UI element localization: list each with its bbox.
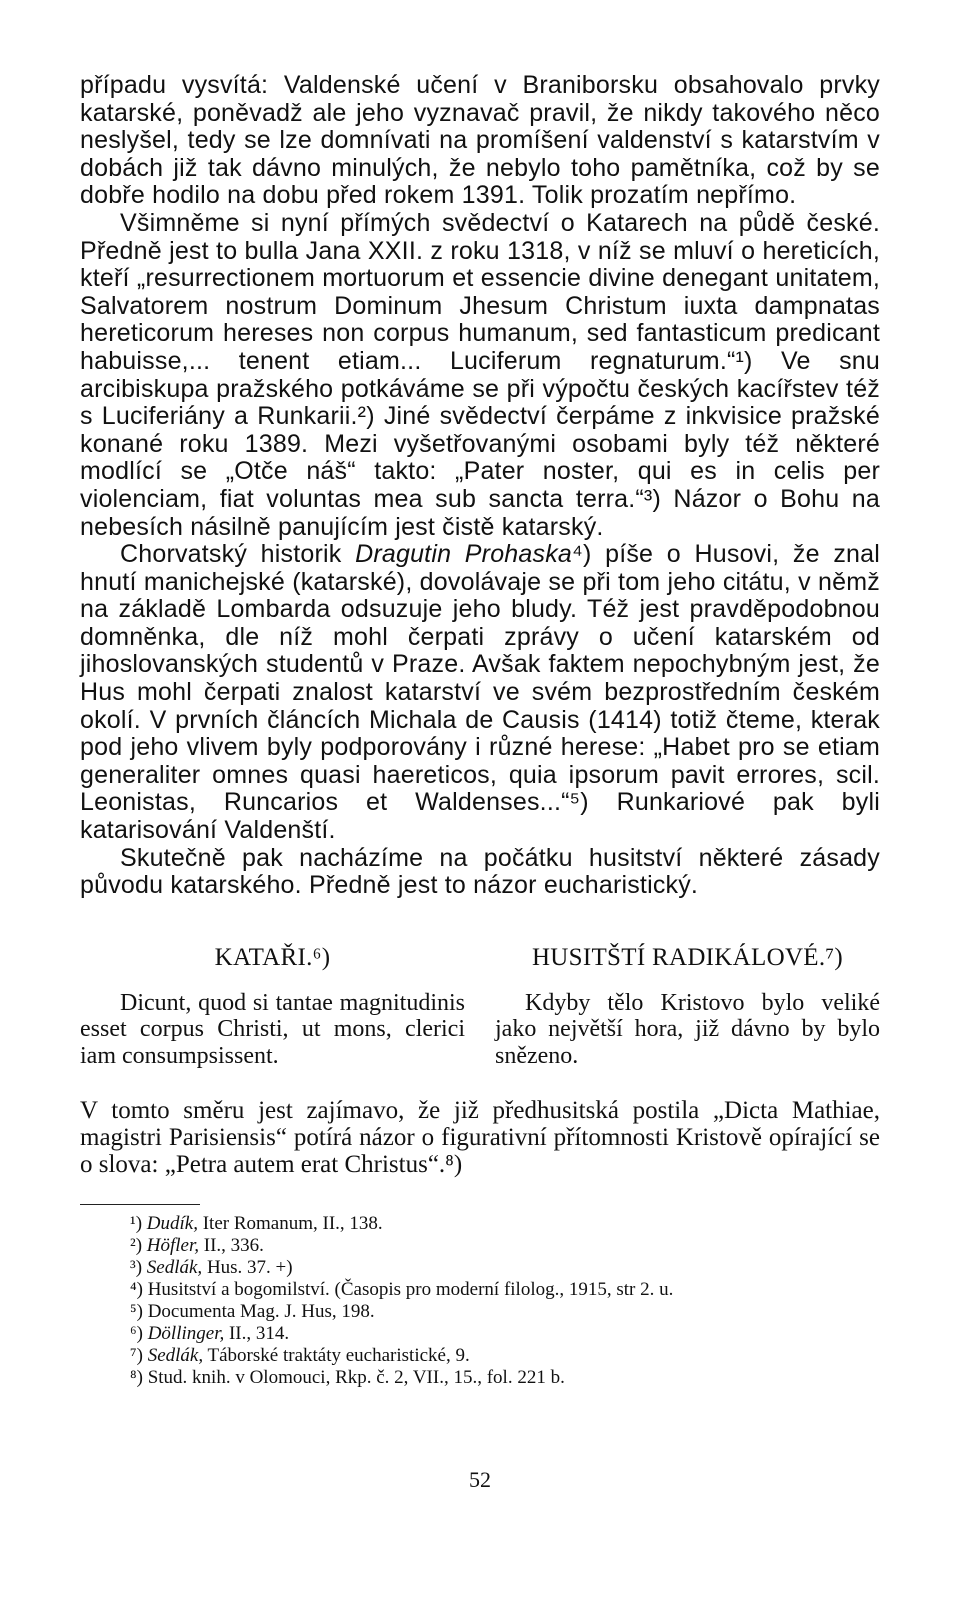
footnote xyxy=(130,1367,880,1389)
footnote-number: ²) xyxy=(130,1235,143,1257)
footnote-number: ⁸) xyxy=(130,1367,143,1389)
footnote-author: Sedlák, xyxy=(146,1257,203,1279)
footnote-text: Husitství a bogomilství. (Časopis pro moderní filolog., 1915, str 2. u. xyxy=(142,1279,674,1301)
paragraph-2: Všimněme si nyní přímých svědectví o Katarech na půdě české. Předně jest to bulla Jana XXII. z roku 1318, v níž se mluví o hereticích, kteří „resurrectionem mortuorum et essencie divine denegant unitatem, Salvatorem nostrum Dominum Jhesum Christum iuxta dampnatas hereticorum hereses non corpus humanum, sed fantasticum predicant habuisse,... tenent etiam... Luciferum regnaturum.“¹) Ve snu arcibiskupa pražského potkáváme se při výpočtu českých kacířstev též s Luciferiány a Runkarii.²) Jiné svědectví čerpáme z inkvisice pražské konané roku 1389. Mezi vyšetřovanými osobami byly též některé modlící se „Otče náš“ takto: „Pater noster, qui es in celis per violenciam, fiat voluntas mea sub sancta terra.“³) Názor o Bohu na nebesích násilně panujícím jest čistě katarský. xyxy=(80,208,880,541)
footnote xyxy=(130,1257,880,1279)
footnote-text: Documenta Mag. J. Hus, 198. xyxy=(142,1301,375,1323)
footnote xyxy=(130,1213,880,1235)
footnote-author: Dudík, xyxy=(146,1213,198,1235)
left-column xyxy=(80,944,465,1070)
footnote-number: ¹) xyxy=(130,1213,143,1235)
main-text xyxy=(80,72,880,900)
left-column-text: Dicunt, quod si tantae magnitudinis esset corpus Christi, ut mons, clerici iam consumpsissent. xyxy=(80,989,465,1069)
footnote-text: Stud. knih. v Olomouci, Rkp. č. 2, VII., 15., fol. 221 b. xyxy=(142,1367,565,1389)
page-content xyxy=(80,72,880,1389)
right-column-heading: HUSITŠTÍ RADIKÁLOVÉ.⁷) xyxy=(531,943,844,971)
paragraph-3 xyxy=(80,541,880,845)
paragraph-4: Skutečně pak nacházíme na počátku husitství některé zásady původu katarského. Předně jest to názor eucharistický. xyxy=(80,843,880,900)
footnote xyxy=(130,1279,880,1301)
footnote-text: Táborské traktáty eucharistické, 9. xyxy=(203,1345,470,1367)
paragraph-3-rest: ⁴) píše o Husovi, že znal hnutí manichejské (katarské), dovolávaje se při tom jeho citátu, v němž na základě Lombarda odsuzuje jeho bludy. Též jest pravděpodobnou domněnka, dle níž mohl čerpati zprávy o učení katarském od jihoslovanských studentů v Praze. Avšak faktem nepochybným jest, že Hus mohl čerpati znalost katarství ve svém bezprostředním českém okolí. V prvních článcích Michala de Causis (1414) totiž čteme, kterak pod jeho vlivem byly podporovány i různé herese: „Habet pro se etiam generaliter omnes quasi haereticos, quia ipsorum pavit errores, scil. Leonistas, Runcarios et Waldenses...“⁵) Runkariové pak byli katarisování Valdenští. xyxy=(80,540,880,845)
left-column-heading: KATAŘI.⁶) xyxy=(214,943,331,971)
footnote-divider xyxy=(80,1204,200,1205)
paragraph-3-start: Chorvatský historik xyxy=(120,540,356,569)
footnote-number: ⁴) xyxy=(130,1279,143,1301)
footnote-text: Hus. 37. +) xyxy=(202,1257,293,1279)
footnote xyxy=(130,1235,880,1257)
footnote-author: Höfler, xyxy=(146,1235,200,1257)
right-column-text: Kdyby tělo Kristovo bylo veliké jako největší hora, již dávno by bylo snězeno. xyxy=(495,989,880,1069)
footnote xyxy=(130,1345,880,1367)
paragraph-1: případu vysvítá: Valdenské učení v Braniborsku obsahovalo prvky katarské, poněvadž ale jeho vyznavač pravil, že nikdy takového něco neslyšel, tedy se lze domnívati na promíšení valdenství s katarstvím v dobách již tak dávno minulých, že nebylo toho pamětníka, což by se dobře hodilo na dobu před rokem 1391. Tolik prozatím nepřímo. xyxy=(80,71,880,210)
page-number: 52 xyxy=(469,1467,491,1492)
footnote-text: Iter Romanum, II., 138. xyxy=(197,1213,383,1235)
footnote-author: Sedlák, xyxy=(147,1345,204,1367)
footnote-number: ³) xyxy=(130,1257,143,1279)
footnote xyxy=(130,1323,880,1345)
footnote xyxy=(130,1301,880,1323)
footnote-text: II., 336. xyxy=(199,1235,264,1257)
footnote-number: ⁶) xyxy=(130,1323,143,1345)
footnote-text: II., 314. xyxy=(224,1323,290,1345)
footnote-number: ⁵) xyxy=(130,1301,143,1323)
footnotes xyxy=(80,1213,880,1389)
footnote-author: Döllinger, xyxy=(147,1323,225,1345)
author-name: Dragutin Prohaska xyxy=(355,540,573,569)
right-column xyxy=(495,944,880,1070)
comparison-columns xyxy=(80,944,880,1070)
footnote-number: ⁷) xyxy=(130,1345,143,1367)
paragraph-5: V tomto směru jest zajímavo, že již předhusitská postila „Dicta Mathiae, magistri Parisiensis“ potírá názor o figurativní přítomnosti Kristově opírající se o slova: „Petra autem erat Christus“.⁸) xyxy=(80,1097,880,1179)
